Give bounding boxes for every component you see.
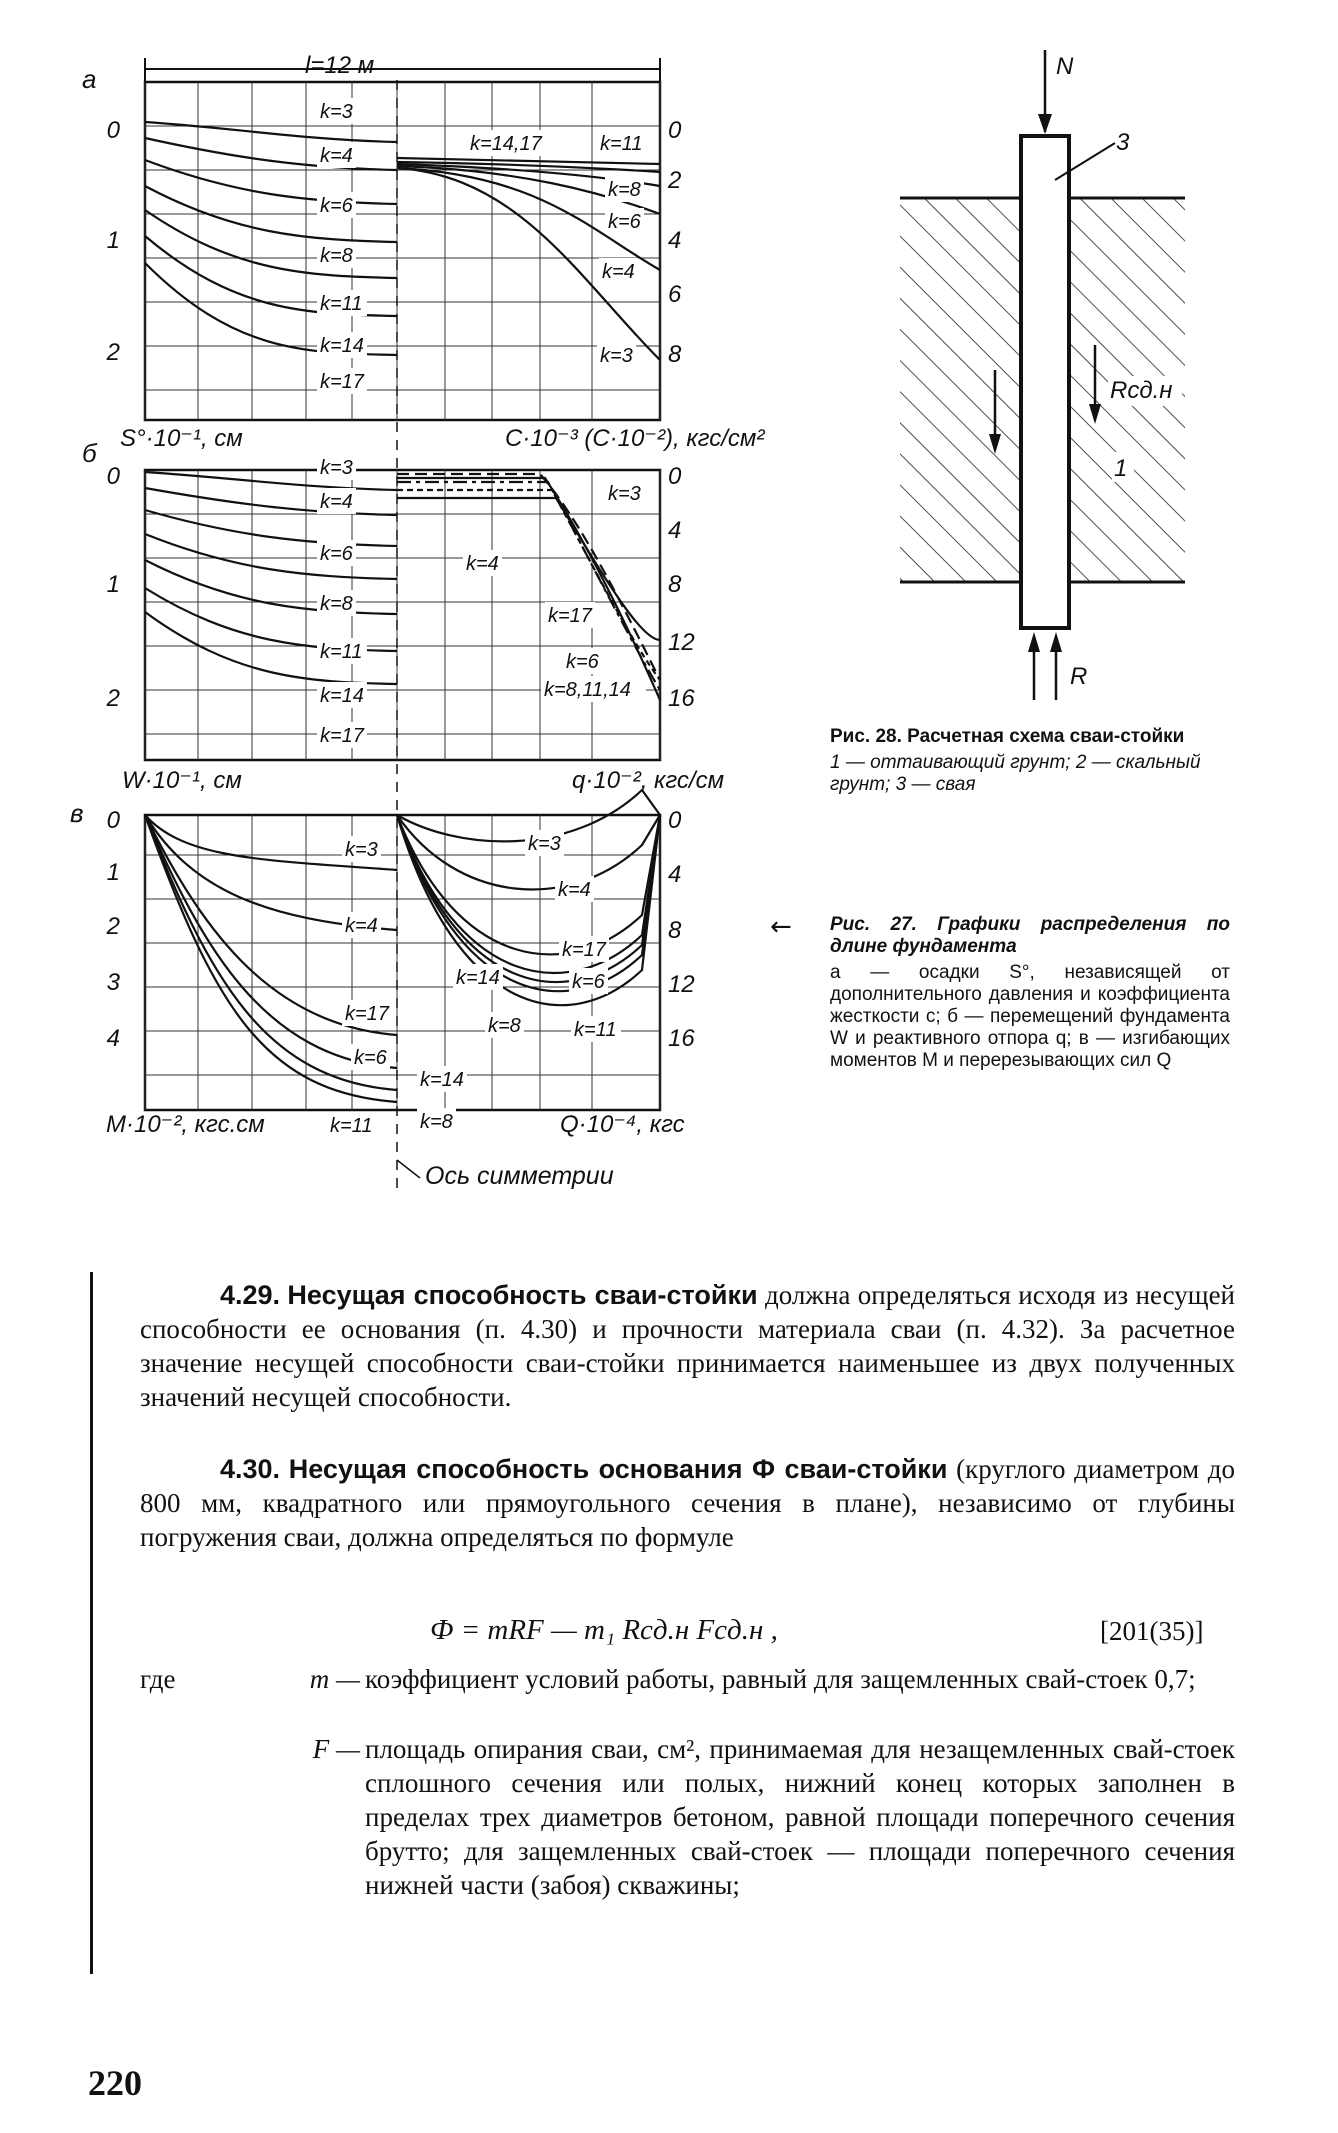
panel-v-left-tick-1: 1: [106, 859, 120, 886]
panel-a-left-label-6: k=17: [320, 371, 364, 393]
panel-v-left-tick-4: 4: [106, 1025, 120, 1052]
panel-v-right-label-1: k=4: [558, 879, 591, 901]
def-m-symbol: m —: [309, 1664, 360, 1694]
def-f-symbol: F —: [312, 1734, 360, 1764]
panel-a-left-tick-2: 2: [106, 339, 120, 366]
panel-v-right-tick-4: 16: [668, 1025, 695, 1052]
panel-b-right-tick-2: 8: [668, 571, 682, 598]
where-label: где: [140, 1664, 176, 1694]
panel-v-left-axis-label: M·10⁻², кгс.см: [106, 1111, 265, 1138]
panel-v-left-tick-0: 0: [106, 807, 120, 834]
panel-b-right-label-4: k=8,11,14: [544, 679, 631, 701]
caption-27: [830, 914, 1230, 1072]
panel-a-right-label-5: k=3: [600, 345, 633, 367]
load-label: N: [1056, 53, 1074, 80]
curve-b-left-1: [145, 488, 397, 515]
pile: [1021, 136, 1069, 628]
margin-bar: [90, 1272, 93, 1974]
panel-a-right-tick-0: 0: [668, 117, 682, 144]
curve-a-left-0: [145, 122, 397, 142]
page-number: 220: [88, 2063, 142, 2103]
panel-a-right-tick-3: 6: [668, 281, 682, 308]
reaction-label: R: [1070, 663, 1088, 690]
panel-v-left-label-2: k=17: [345, 1003, 389, 1025]
curve-a-left-2: [145, 160, 397, 204]
curve-a-left-4: [145, 210, 397, 278]
panel-b-left-axis-label: W·10⁻¹, см: [122, 767, 242, 794]
curve-b-left-3: [145, 534, 397, 579]
curve-a-left-1: [145, 138, 397, 170]
panel-a-left-label-1: k=4: [320, 145, 353, 167]
caption-27-title: Рис. 27. Графики распределения по длине фундамента: [830, 914, 1230, 957]
panel-v-right-label-2: k=17: [562, 939, 606, 961]
symmetry-leader: [397, 1160, 420, 1178]
paragraph-4-29: [140, 1278, 1235, 1414]
panel-v-right-label-0: k=3: [528, 833, 561, 855]
reaction-arrowhead-right: [1050, 632, 1062, 652]
panel-b-left-label-3: k=8: [320, 593, 353, 615]
panel-a-left-label-0: k=3: [320, 101, 353, 123]
curve-b-right-3: [397, 490, 660, 680]
panel-v-right-tick-3: 12: [668, 971, 695, 998]
panel-b-left-label-2: k=6: [320, 543, 353, 565]
panel-a-right-label-3: k=6: [608, 211, 641, 233]
panel-v-right-label-5: k=8: [488, 1015, 521, 1037]
panel-a-left-axis-label: S°·10⁻¹, см: [120, 425, 243, 452]
panel-a-left-tick-1: 1: [106, 227, 120, 254]
caption-27-body: а — осадки S°, независящей от дополнительного давления и коэффициента жесткости c; б — перемещений фундамента W и реактивного отпора q; в — изгибающих моментов M и перерезывающих сил Q: [830, 962, 1230, 1071]
panel-v-letter: в: [70, 798, 84, 828]
formula: Ф = mRF — m₁ Rсд.н Fсд.н ,: [430, 1614, 778, 1646]
panel-a-right-tick-4: 8: [668, 341, 682, 368]
panel-v-right-tick-0: 0: [668, 807, 682, 834]
def-f-text: площадь опирания сваи, см², принимаемая для незащемленных свай-стоек сплошного сечения или полых, нижний конец которых заполнен в пределах трех диаметров бетоном, равной площади поперечного сечения брутто; для защемленных свай-стоек — площади поперечного сечения нижней части (забоя) скважины;: [365, 1734, 1235, 1900]
pile-label: 3: [1116, 129, 1130, 156]
soil-label: 1: [1114, 455, 1128, 482]
panel-a-letter: а: [82, 64, 97, 94]
panel-b-right-tick-3: 12: [668, 629, 695, 656]
curve-b-left-0: [145, 472, 397, 490]
figure-27-graphs: [0, 0, 800, 1230]
curve-b-left-4: [145, 560, 397, 614]
panel-v-left-tick-2: 2: [106, 913, 120, 940]
panel-v-extra-label-0: k=14: [420, 1069, 464, 1091]
panel-b-left-label-1: k=4: [320, 491, 353, 513]
caption-arrow-icon: ←: [770, 912, 792, 942]
panel-b-left-label-0: k=3: [320, 457, 353, 479]
panel-a-left-label-5: k=14: [320, 335, 364, 357]
panel-b-right-tick-4: 16: [668, 685, 695, 712]
panel-v-right-tick-2: 8: [668, 917, 682, 944]
panel-b-right-tick-0: 0: [668, 463, 682, 490]
panel-b-left-tick-0: 0: [106, 463, 120, 490]
panel-a-right-tick-1: 2: [668, 167, 682, 194]
panel-b-left-label-4: k=11: [320, 641, 363, 663]
panel-b-right-label-3: k=6: [566, 651, 599, 673]
panel-v-left-label-1: k=4: [345, 915, 378, 937]
reaction-arrowhead-left: [1028, 632, 1040, 652]
curve-b-right-2: [397, 482, 660, 690]
friction-label: Rсд.н: [1110, 377, 1173, 404]
panel-v-extra-label-1: k=8: [420, 1111, 453, 1133]
panel-b-right-tick-1: 4: [668, 517, 682, 544]
panel-v-left-tick-3: 3: [106, 969, 120, 996]
panel-v-left-label-4: k=11: [330, 1115, 373, 1137]
panel-v-left-label-0: k=3: [345, 839, 378, 861]
panel-v-right-tick-1: 4: [668, 861, 682, 888]
panel-a-right-label-4: k=4: [602, 261, 635, 283]
p430-number: 4.30.: [220, 1454, 281, 1484]
paragraph-4-30: [140, 1452, 1235, 1554]
panel-a-right-label-1: k=11: [600, 133, 643, 155]
panel-b-left-label-6: k=17: [320, 725, 364, 747]
panel-a-left-label-4: k=11: [320, 293, 363, 315]
panel-a-left-label-2: k=6: [320, 195, 353, 217]
panel-a-right-label-0: k=14,17: [470, 133, 542, 155]
panel-b-left-tick-2: 2: [106, 685, 120, 712]
symmetry-axis-label: Ось симметрии: [425, 1162, 614, 1190]
panel-b-right-axis-label: q·10⁻², кгс/см: [572, 767, 725, 794]
curve-b-right-1: [397, 478, 660, 700]
panel-a-left-label-3: k=8: [320, 245, 353, 267]
curve-b-left-2: [145, 510, 397, 546]
panel-a-left-tick-0: 0: [106, 117, 120, 144]
panel-b-right-label-0: k=3: [608, 483, 641, 505]
panel-v-left-label-3: k=6: [354, 1047, 387, 1069]
p429-heading: Несущая способность сваи-стойки: [287, 1280, 758, 1310]
p430-text: (круглого диаметром до 800 мм, квадратного или прямоугольного сечения в плане), независимо от глубины погружения сваи, должна определяться по формуле: [140, 1454, 1236, 1552]
load-arrowhead: [1038, 114, 1052, 134]
p429-text: должна определяться исходя из несущей способности ее основания (п. 4.30) и прочности материала сваи (п. 4.32). За расчетное значение несущей способности сваи-стойки принимается наименьшее из двух полученных значений несущей способности.: [140, 1280, 1236, 1412]
caption-28: [830, 726, 1230, 796]
caption-28-legend: 1 — оттаивающий грунт; 2 — скальный грунт; 3 — свая: [830, 752, 1201, 795]
p429-number: 4.29.: [220, 1280, 281, 1310]
p430-heading: Несущая способность основания Ф сваи-стойки: [288, 1454, 948, 1484]
panel-a-right-label-2: k=8: [608, 179, 641, 201]
panel-v-right-label-3: k=6: [572, 971, 605, 993]
formula-number: [201(35)]: [1100, 1616, 1204, 1646]
dimension-label: l=12 м: [305, 52, 375, 79]
caption-28-title: Рис. 28. Расчетная схема сваи-стойки: [830, 726, 1185, 747]
panel-v-right-label-6: k=11: [574, 1019, 617, 1041]
panel-v-right-axis-label: Q·10⁻⁴, кгс: [560, 1111, 685, 1138]
panel-b-right-label-1: k=4: [466, 553, 499, 575]
panel-b-letter: б: [82, 438, 97, 468]
def-m-text: коэффициент условий работы, равный для защемленных свай-стоек 0,7;: [365, 1664, 1196, 1694]
panel-v-right-label-4: k=14: [456, 967, 500, 989]
figure-28-scheme: [890, 40, 1220, 700]
panel-b-left-tick-1: 1: [106, 571, 120, 598]
panel-a-right-axis-label: C·10⁻³ (C·10⁻²), кгс/см²: [505, 425, 765, 452]
panel-b-left-label-5: k=14: [320, 685, 364, 707]
panel-a-right-tick-2: 4: [668, 227, 682, 254]
panel-b-right-label-2: k=17: [548, 605, 592, 627]
